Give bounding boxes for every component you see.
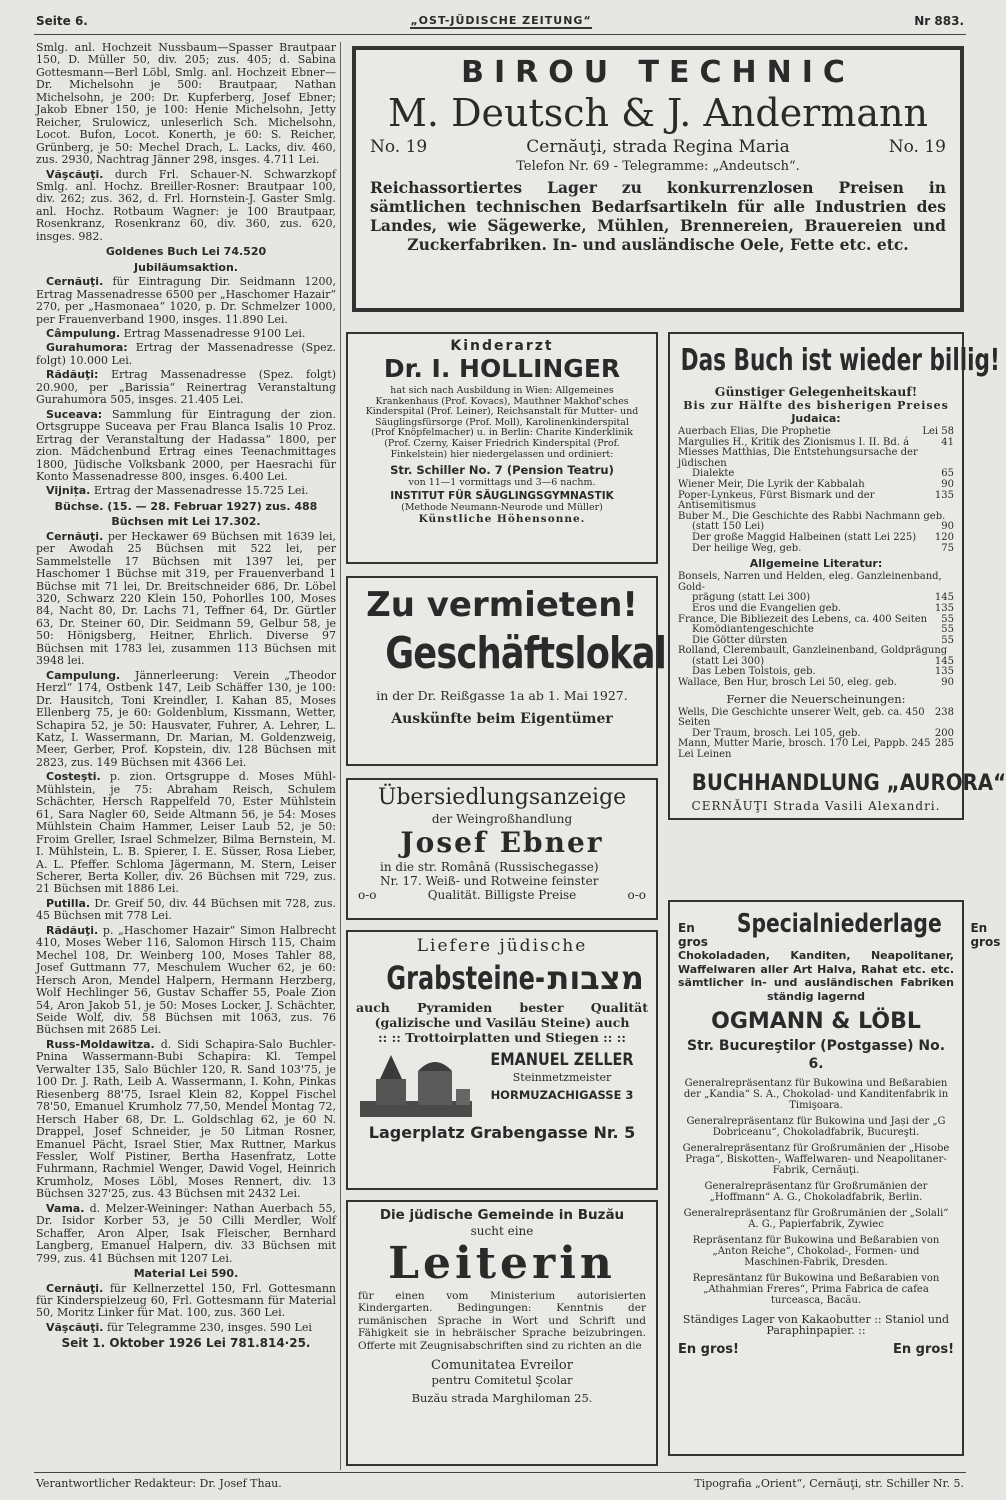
shop-address: CERNĂUŢI Strada Vasili Alexandri. <box>691 798 941 813</box>
place-name: Rădăuţi: <box>46 368 99 382</box>
printer-line: Tipografia „Orient“, Cernăuţi, str. Schiller Nr. 5. <box>694 1477 964 1490</box>
shop-name: BUCHHANDLUNG „AURORA“ <box>691 770 1006 796</box>
ad-big-word: Leiterin <box>388 1238 616 1289</box>
book-price: 145 <box>934 592 954 604</box>
text-paragraph <box>36 485 336 497</box>
address: HORMUZACHIGASSE 3 <box>490 1088 634 1102</box>
book-title: (statt 150 Lei) <box>692 521 765 533</box>
text-paragraph <box>36 771 336 896</box>
org-name: Comunitatea Evreilor <box>431 1358 573 1374</box>
phone-line: Telefon Nr. 69 - Telegramme: „Andeutsch“. <box>516 159 800 174</box>
ad-title: Übersiedlungsanzeige <box>377 785 627 810</box>
address-row <box>370 136 946 158</box>
text-paragraph <box>36 898 336 923</box>
ad-title: Liefere jüdische <box>416 936 588 956</box>
house-number: No. 19 <box>370 137 428 157</box>
representation-item: Generalrepräsentanz für Großrumänien der „Hisobe Praga“, Biskotten-, Waffelwaren- und Neapolitaner-Fabrik, Cernăuţi. <box>682 1143 950 1176</box>
ad-title: Kinderarzt <box>450 338 554 354</box>
book-title: Poper-Lynkeus, Fürst Bismark und der Antisemitismus <box>678 489 875 512</box>
representation-item: Generalrepräsentanz für Großrumänien der „Hoffmann“ A. G., Chokoladfabrik, Berlin. <box>704 1181 928 1203</box>
text-paragraph <box>36 1039 336 1201</box>
representation-item: Generalrepräsentanz für Großrumänien der „Solali“ A. G., Papierfabrik, Zywiec <box>683 1208 949 1230</box>
address: Cernăuţi, strada Regina Maria <box>526 137 790 157</box>
issue-number: Nr 883. <box>914 14 964 28</box>
page-footer <box>36 1477 964 1490</box>
category-heading: Ferner die Neuerscheinungen: <box>726 691 906 706</box>
method-line: (Methode Neumann-Neurode und Müller) <box>401 502 603 514</box>
company-name: M. Deutsch & J. Andermann <box>388 91 928 135</box>
book-title: Bonsels, Narren und Helden, eleg. Ganzleinenband, Gold- <box>678 571 942 593</box>
ad-header <box>678 906 1001 949</box>
book-price: 90 <box>941 478 954 490</box>
book-title: Der Traum, brosch. Lei 105, geb. <box>692 727 861 739</box>
ad-title: Specialniederlage <box>736 909 942 939</box>
ad-title: BIROU TECHNIC <box>461 55 855 90</box>
paragraph-text: Sammlung für Eintragung der zion. Ortsgruppe Suceava per Frau Blanca Isalis 10 Proz. Ertrag der Veranstaltung der Hadassa“ 1800, per zion. Mädchenbund Ertrag eines Teenachmittages 1800, Jüdische Volksbank 2000, per Haesrachi für Konto Massenadresse 800, insges. 6.400 Lei. <box>36 407 336 483</box>
footer-rule <box>34 1472 966 1473</box>
ad-title: Das Buch ist wieder billig! <box>680 343 1000 378</box>
text-paragraph <box>36 276 336 326</box>
place-name: Rădăuţi. <box>46 923 99 937</box>
paragraph-text: p. zion. Ortsgruppe d. Moses Mühl-Mühlstein, je 75: Abraham Reisch, Schulem Schächter, Hersch Rappelfeld 70, Ester Mühlstein 61, Sara Nagler 60, Seide Altmann 56, je 54: Moses Mühlstein Chaim Hammer, Leiser Laub 52, je 50: Froim Greller, Israel Schmelzer, Bilma Bernstein, M. I. Mühlstein, L. B. Spierer, I. E. Süsser, Rosa Lieber, A. L. Pfeffer. Schloma Jägermann, M. Stern, Leiser Scherer, Berta Koller, div. 26 Büchsen mit 729, zus. 21 Büchsen mit 1886 Lei. <box>36 770 337 896</box>
text-paragraph <box>36 925 336 1037</box>
book-item <box>678 708 954 729</box>
page-number: Seite 6. <box>36 14 88 28</box>
ad-text: in der Dr. Reißgasse 1a ab 1. Mai 1927. <box>376 688 628 703</box>
place-name: Cernăuţi. <box>46 529 104 543</box>
book-title: Wallace, Ben Hur, brosch Lei 50, eleg. geb. <box>678 677 897 689</box>
ad-text: für einen vom Ministerium autorisierten Kindergarten. Bedingungen: Kenntnis der rumänischen Sprache in Wort und Schrift und Fähigkeit sie in hebräischer Sprache beizubringen. Offerte mit Zeugnisabschriften sind zu richten an die <box>358 1290 646 1352</box>
ad-text: :: :: Trottoirplatten und Stiegen :: :: <box>378 1030 626 1045</box>
doctor-name: Dr. I. HOLLINGER <box>383 354 621 383</box>
ad-subtitle: Bis zur Hälfte des bisherigen Preises <box>683 399 949 412</box>
paragraph-text: für Kellnerzettel 150, Frl. Gottesmann für Kinderspielzeug 60, Frl. Gottesmann für Material 50, Moritz Linker für Mat. 100, zus. 360 Lei. <box>36 1281 336 1320</box>
book-price: 145 <box>934 655 954 667</box>
place-name: Văşcăuţi. <box>46 167 104 181</box>
ad-footer-row <box>678 1342 954 1357</box>
book-price: 135 <box>934 666 954 678</box>
book-list <box>678 572 954 689</box>
ad-text: Reichassortiertes Lager zu konkurrenzlosen Preisen in sämtlichen technischen Bedarfsartikeln für alle Industrien des Landes, wie Sägewerke, Mühlen, Brennereien, Brauereien und Zuckerfabriken. In- und ausländische Oele, Fette etc. etc. <box>370 178 946 254</box>
org-name: pentru Comitetul Şcolar <box>431 1373 573 1388</box>
book-title: France, Die Bibliezeit des Lebens, ca. 400 Seiten <box>678 613 928 625</box>
text-paragraph <box>36 1322 336 1334</box>
section-heading: Büchsen mit Lei 17.302. <box>111 515 261 529</box>
company-name: EMANUEL ZELLER <box>490 1050 634 1070</box>
section-heading: Material Lei 590. <box>133 1267 239 1281</box>
representation-list <box>678 1078 954 1306</box>
book-item <box>678 533 954 544</box>
book-price: Lei 58 <box>922 426 954 437</box>
book-title: Der heilige Weg, geb. <box>692 542 802 554</box>
paragraph-text: Ertrag Massenadresse (Spez. folgt) 20.900, per „Barissia“ Reinertrag Veranstaltung Gurahumora 505, insges. 21.405 Lei. <box>36 368 336 407</box>
category-heading: Allgemeine Literatur: <box>749 557 883 571</box>
paragraph-text: durch Frl. Schauer-N. Schwarzkopf Smlg. anl. Hochz. Breiller-Rosner: Brautpaar 100, div. 262; zus. 362, d. Frl. Hornstein-J. Gaster Smlg. anl. Hochz. Rotbaum Wagner: je 100 Brautpaar, Rosenkranz, Rosenkranz 60, div. 360, zus. 620, insges. 982. <box>36 167 337 243</box>
book-item <box>678 427 954 438</box>
book-price: 120 <box>934 531 954 543</box>
book-title: prägung (statt Lei 300) <box>692 592 811 604</box>
book-price: 135 <box>934 602 954 614</box>
en-gros-label: En gros <box>678 921 708 949</box>
book-title: Eros und die Evangelien geb. <box>692 602 842 614</box>
book-title: Miesses Matthias, Die Entstehungsursache der jüdischen <box>678 447 918 469</box>
text-paragraph <box>36 169 336 244</box>
ad-text: hat sich nach Ausbildung in Wien: Allgemeines Krankenhaus (Prof. Kovacs), Mauthner Makhof'sches Kinderspital (Prof. Leiner), Reichsanstalt für Mutter- und Säuglingsfürsorge (Prof. Moll), Karolinenkinderspital (Prof Knöpfelmacher) u. in Berlin: Charite Kinderklinik (Prof. Czerny, Kaiser Friedrich Kinderspital (Prof. Finkelstein) hier niedergelassen und ordiniert: <box>365 385 639 460</box>
hebrew-word: מצבות <box>547 959 644 997</box>
book-price: 135 <box>934 489 954 501</box>
book-price: 55 <box>941 624 954 636</box>
sun-line: Künstliche Höhensonne. <box>418 513 586 526</box>
book-price: 285 <box>934 738 954 750</box>
company-name: OGMANN & LÖBL <box>711 1009 921 1034</box>
ad-subtitle: sucht eine <box>470 1224 534 1238</box>
ad-text: Qualität. Billigste Preise <box>427 888 577 902</box>
paragraph-text: per Heckawer 69 Büchsen mit 1639 lei, per Awodah 25 Büchsen mit 522 lei, per Sammelstelle 17 Büchsen mit 1397 lei, per Haschomer 1 Büchse mit 319, per Frauenverband 1 Büchse mit 71 lei, Dr. Breitschneider 686, Dr. Löbel 320, Schwarz 220 Klein 150, Pohorlles 100, Moses 84, Nacht 80, Dr. Lachs 71, Teffner 64, Dr. Gürtler 63, Dr. Steiner 60, Dir. Seidmann 59, Gelbur 58, je 50: Hönigsberg, Heitner, Ehrlich. Diverse 97 Büchsen mit 1783 lei, zusammen 113 Büchsen mit 3948 lei. <box>36 529 337 668</box>
representation-item: Generalrepräsentanz für Bukowina und Jași der „G Dobriceanu“, Chokoladfabrik, Bucureşti. <box>686 1116 946 1138</box>
editor-line: Verantwortlicher Redakteur: Dr. Josef Thau. <box>36 1477 282 1490</box>
ad-buzau <box>346 1200 658 1466</box>
book-title: Der große Maggid Halbeinen (statt Lei 225) <box>692 531 917 543</box>
book-title: Komödiantengeschichte <box>692 624 814 636</box>
book-item <box>678 544 954 555</box>
book-title: Rolland, Clerembault, Ganzleinenband, Goldprägung <box>678 645 948 657</box>
place-name: Campulung. <box>46 668 121 682</box>
place-name: Putilla. <box>46 896 91 910</box>
place-name: Russ-Moldawitza. <box>46 1037 155 1051</box>
paragraph-text: Jännerleerung: Verein „Theodor Herzl“ 174, Ostbenk 147, Leib Schäffer 130, je 100: Dr. Hausitch, Toni Kreindler, I. Kahan 85, Moses Ellenberg 75, je 60: Goldenblum, Kissmann, Wetter, Schapira 52, je 50: Hausvater, Fuhrer, A. Lehrer, L. Katz, I. Wassermann, Dr. Marian, M. Goldenzweig, Meer, Gerber, Prof. Kopstein, div. 128 Büchsen mit 2823, zus. 149 Büchsen mit 4366 Lei. <box>36 668 336 769</box>
ad-title: Zu vermieten! <box>366 585 638 625</box>
text-paragraph <box>36 409 336 484</box>
ad-buchhandlung-aurora <box>668 332 1006 820</box>
ad-text: Nr. 17. Weiß- und Rotweine feinster <box>380 874 599 888</box>
book-title: Margulies H., Kritik des Zionismus I. II. Bd. á <box>678 436 910 448</box>
book-item <box>678 572 954 593</box>
place-name: Vama. <box>46 1201 85 1215</box>
category-heading: Judaica: <box>791 412 841 425</box>
ad-big-word: Grabsteine- <box>386 959 546 997</box>
book-price: 55 <box>941 613 954 625</box>
place-name: Suceava: <box>46 407 103 421</box>
book-item <box>678 491 954 512</box>
en-gros-label: En gros! <box>893 1342 954 1357</box>
total-line: Seit 1. Oktober 1926 Lei 781.814·25. <box>61 1336 311 1351</box>
paragraph-text: für Telegramme 230, insges. 590 Lei <box>106 1320 312 1334</box>
book-item <box>678 678 954 689</box>
place-name: Cernăuţi. <box>46 275 104 289</box>
ad-lower <box>356 1049 648 1121</box>
book-price <box>950 572 954 593</box>
text-paragraph <box>36 342 336 367</box>
place-name: Câmpulung. <box>46 326 121 340</box>
representation-item: Repräsentanz für Bukowina und Beßarabien von „Anton Reiche“, Chokolad-, Formen- und Maschinen-Fabrik, Dresden. <box>692 1235 940 1268</box>
donation-list-column <box>36 42 336 1467</box>
book-list <box>678 708 954 761</box>
place-name: Vijnița. <box>46 484 91 498</box>
ad-title: Die jüdische Gemeinde in Buzău <box>379 1207 625 1223</box>
book-price: 90 <box>941 677 954 689</box>
paragraph-text: d. Sidi Schapira-Salo Buchler-Pnina Wassermann-Bubi Schapira: Kl. Tempel Verwalter 135, Salo Büchler 120, R. Sand 103'75, je 100 Dr. J. Rath, Leib A. Wassermann, I. Kohn, Pinkas Riesenberg 88'75, Israel Klein 82, Koppel Fischel 78'50, Emanuel Krumholz 77,50, Mendel Montag 72, Hersch Haber 68, Dr. L. Goldschlag 62, je 60 N. Drappel, Josef Schneider, je 50 Litman Rosner, Emanuel Pächt, Israel Stier, Max Ruttner, Markus Fessler, Wolf Pistiner, Bertha Hasenfratz, Lotte Fuhrmann, Rachmiel Wenger, Dawid Vogel, Heinrich Krumholz, Moses Löbl, Moses Rennert, div. 13 Büchsen 327'25, zus. 43 Büchsen mit 2432 Lei. <box>36 1037 336 1201</box>
ad-josef-ebner <box>346 778 658 920</box>
book-price: 55 <box>941 634 954 646</box>
ad-subtitle: Günstiger Gelegenheitskauf! <box>714 384 918 399</box>
ad-text: in die str. Română (Russischegasse) <box>380 860 599 874</box>
column-divider <box>340 42 341 1470</box>
ad-ogmann-loebl <box>668 900 1001 1456</box>
place-name: Cernăuţi. <box>46 1281 104 1295</box>
profession: Steinmetzmeister <box>512 1071 612 1084</box>
book-price: 90 <box>941 521 954 533</box>
info-line: Auskünfte beim Eigentümer <box>391 711 613 727</box>
paragraph-text: Ertrag der Massenadresse 15.725 Lei. <box>93 484 309 498</box>
book-item <box>678 448 954 469</box>
ad-subtitle: der Weingroßhandlung <box>431 812 573 826</box>
paragraph-text: Ertrag der Massenadresse (Spez. folgt) 10.000 Lei. <box>36 341 336 367</box>
company-name: Josef Ebner <box>400 826 604 859</box>
book-price: 200 <box>934 727 954 739</box>
ad-text-row <box>358 888 646 902</box>
newspaper-title: „OST-JÜDISCHE ZEITUNG“ <box>410 13 592 27</box>
book-title: Das Leben Tolstois, geb. <box>692 666 816 678</box>
paragraph-text: Ertrag Massenadresse 9100 Lei. <box>123 326 306 340</box>
institute-name: INSTITUT FÜR SÄUGLINGSGYMNASTIK <box>390 490 614 503</box>
representation-item: Generalrepräsentanz für Bukowina und Beßarabien der „Kandia“ S. A., Chokolad- und Kanditenfabrik in Timişoara. <box>683 1078 949 1111</box>
book-list <box>678 427 954 554</box>
section-heading: Büchse. (15. — 28. Februar 1927) zus. 488 <box>54 499 318 513</box>
text-paragraph <box>36 1283 336 1320</box>
book-title: (statt Lei 300) <box>692 655 765 667</box>
book-price: 238 <box>934 706 954 718</box>
book-price: 65 <box>941 468 954 480</box>
text-paragraph <box>36 369 336 406</box>
text-paragraph <box>36 1203 336 1265</box>
paragraph-text: p. „Haschomer Hazair“ Simon Halbrecht 410, Moses Weber 116, Salomon Hirsch 115, Chaim Mechel 108, Dr. Weinberg 100, Moses Tahler 88, Josef Guttmann 77, Meschulem Wucher 62, je 60: Hersch Aron, Mendel Halpern, Hermann Herzberg, Wolf Hechlinger 56, Gustav Schaffer 55, Poale Zion 54, Aron Jakob 51, je 50: Moses Locker, J. Schächter, Seide Wolf, div. 58 Büchsen mit 1063, zus. 76 Büchsen mit 2685 Lei. <box>36 923 336 1037</box>
paragraph-text: für Eintragung Dir. Seidmann 1200, Ertrag Massenadresse 6500 per „Haschomer Hazair“ 270, per „Hasmonaea“ 1020, p. Dr. Schmelzer 1000, per Frauenverband 1900, insges. 11.890 Lei. <box>36 275 336 326</box>
header-rule <box>34 34 966 35</box>
org-address: Buzău strada Marghiloman 25. <box>411 1391 593 1406</box>
section-heading: Goldenes Buch Lei 74.520 <box>105 245 267 259</box>
book-item <box>678 739 954 760</box>
ad-text: Chokoladaden, Kanditen, Neapolitaner, Waffelwaren aller Art Halva, Rahat etc. etc. sämtlicher in- und ausländischen Fabriken ständig lagernd <box>678 949 954 1003</box>
book-title: Mann, Mutter Marie, brosch. 170 Lei, Pappb. 245 Lei Leinen <box>678 738 931 761</box>
address: Str. Bucureştilor (Postgasse) No. 6. <box>686 1038 946 1072</box>
address: Str. Schiller No. 7 (Pension Teatru) <box>390 463 614 478</box>
en-gros-label: En gros! <box>678 1342 739 1357</box>
paragraph-text: d. Melzer-Weininger: Nathan Auerbach 55, Dr. Isidor Korber 53, je 50 Cilli Merdler, Wolf Schaffer, Aron Alper, Isak Fleischer, Bernhard Langberg, Emanuel Halpern, div. 33 Büchsen mit 799, zus. 41 Büchsen mit 1207 Lei. <box>36 1201 336 1265</box>
stock-line: Ständiges Lager von Kakaobutter :: Staniol und Paraphinpapier. :: <box>682 1313 950 1337</box>
gravestone-illustration <box>356 1049 476 1121</box>
book-price: 41 <box>941 436 954 448</box>
ornament: o-o <box>627 888 646 902</box>
book-title: Dialekte <box>692 468 735 480</box>
text-paragraph <box>36 328 336 340</box>
en-gros-label: En gros <box>970 921 1001 949</box>
ornament: o-o <box>358 888 377 902</box>
ad-big-word: Geschäftslokal <box>385 628 666 679</box>
section-heading: Jubiläumsaktion. <box>134 260 238 274</box>
book-title: Wells, Die Geschichte unserer Welt, geb. ca. 450 Seiten <box>678 706 925 729</box>
ad-birou-technic <box>352 46 964 312</box>
ad-headline <box>356 956 648 1000</box>
book-title: Wiener Meir, Die Lyrik der Kabbalah <box>678 478 865 490</box>
place-name: Văşcăuţi. <box>46 1320 104 1334</box>
text-paragraph <box>36 670 336 770</box>
book-item <box>678 480 954 491</box>
book-price: 75 <box>941 542 954 554</box>
text-paragraph: Smlg. anl. Hochzeit Nussbaum—Spasser Brautpaar 150, D. Müller 50, div. 205; zus. 405; d. Sabina Gottesmann—Berl Löbl, Smlg. anl. Hochzeit Ebner—Dr. Michelsohn je 500: Brautpaar, Nathan Michelsohn, je 200: Dr. Kupferberg, Josef Ebner; Jakob Ebner 150, je 100: Henie Michelsohn, Jetty Reicher, Srulowicz, unleserlich Sch. Michelsohn, Locot. Bufon, Locot. Konerth, je 60: S. Reicher, Grünberg, je 50: Mechel Drach, L. Lacks, div. 460, zus. 2930, Nachtrag Jänner 298, insges. 4.711 Lei. <box>36 41 336 167</box>
page-header <box>36 10 964 32</box>
lager-line: Lagerplatz Grabengasse Nr. 5 <box>368 1123 636 1142</box>
ad-zu-vermieten <box>346 576 666 766</box>
book-title: Auerbach Elias, Die Prophetie <box>678 426 831 437</box>
book-title: Die Götter dürsten <box>692 634 788 646</box>
ad-text: auch Pyramiden bester Qualität (galizische und Vasilău Steine) auch <box>356 1000 648 1030</box>
book-price <box>950 448 954 469</box>
company-block <box>476 1049 648 1121</box>
ad-emanuel-zeller <box>346 930 658 1190</box>
book-item <box>678 604 954 615</box>
book-title: Buber M., Die Geschichte des Rabbi Nachmann geb. <box>678 510 946 522</box>
ad-dr-hollinger <box>346 332 658 564</box>
paragraph-text: Dr. Greif 50, div. 44 Büchsen mit 728, zus. 45 Büchsen mit 778 Lei. <box>36 896 337 923</box>
place-name: Gurahumora: <box>46 341 128 355</box>
house-number: No. 19 <box>888 137 946 157</box>
representation-item: Represäntanz für Bukowina und Beßarabien von „Athahmian Freres“, Prima Fabrica de cafea turceasca, Bacău. <box>692 1273 940 1306</box>
text-paragraph <box>36 531 336 668</box>
place-name: Costeşti. <box>46 770 101 784</box>
office-hours: von 11—1 vormittags und 3—6 nachm. <box>408 477 596 489</box>
